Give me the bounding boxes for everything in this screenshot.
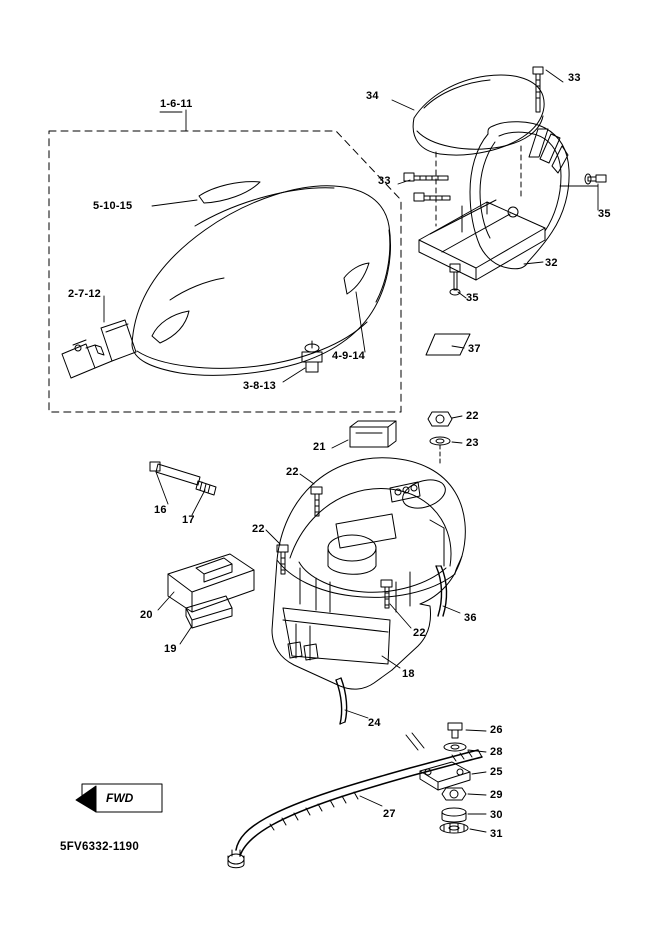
- callout-label-31: 31: [490, 828, 503, 840]
- callout-label-35-right: 35: [598, 208, 611, 220]
- callout-label-32: 32: [545, 257, 558, 269]
- plate-part-37: [426, 334, 470, 355]
- callout-label-29: 29: [490, 789, 503, 801]
- passenger-seat-part-34: [413, 75, 544, 155]
- washer-part-28: [444, 743, 466, 751]
- nut-part-31: [440, 823, 468, 833]
- callout-label-2-7-12: 2-7-12: [68, 288, 101, 300]
- bolt-part-35-left: [450, 264, 460, 295]
- fwd-label: FWD: [106, 791, 134, 805]
- callout-label-22-a: 22: [286, 466, 299, 478]
- box-part-21: [350, 421, 396, 447]
- callout-label-33-upper: 33: [568, 72, 581, 84]
- cable-length-marker: [406, 733, 424, 750]
- nut-part-22-top: [428, 412, 452, 426]
- callout-label-33-mid: 33: [378, 175, 391, 187]
- bolt-part-33-upper: [533, 67, 543, 112]
- callout-label-25: 25: [490, 766, 503, 778]
- callout-label-19: 19: [164, 643, 177, 655]
- callout-label-22-top: 22: [466, 410, 479, 422]
- callout-label-20: 20: [140, 609, 153, 621]
- callout-label-35-left: 35: [466, 292, 479, 304]
- callout-label-22-c: 22: [413, 627, 426, 639]
- callout-label-24: 24: [368, 717, 381, 729]
- bolt-part-16-17: [150, 462, 216, 495]
- bolt-part-26: [448, 723, 462, 738]
- seat-damper-part-3-8-13: [302, 341, 322, 372]
- callout-label-16: 16: [154, 504, 167, 516]
- washer-part-23: [430, 437, 450, 445]
- seat-assembly-dashed-boundary: [49, 131, 401, 412]
- callout-label-26: 26: [490, 724, 503, 736]
- callout-label-34: 34: [366, 90, 379, 102]
- seat-latch-part-2-7-12: [62, 320, 136, 378]
- callout-label-17: 17: [182, 514, 195, 526]
- diagram-part-number: 5FV6332-1190: [60, 841, 140, 853]
- callout-label-37: 37: [468, 343, 481, 355]
- rack-platform: [419, 202, 545, 268]
- callout-label-30: 30: [490, 809, 503, 821]
- callout-label-28: 28: [490, 746, 503, 758]
- callout-label-3-8-13: 3-8-13: [243, 380, 276, 392]
- callout-label-4-9-14: 4-9-14: [332, 350, 365, 362]
- leader-lines: [104, 70, 598, 832]
- bolt-part-33-mid: [404, 173, 450, 201]
- callout-label-1-6-11: 1-6-11: [160, 98, 193, 110]
- callout-label-36: 36: [464, 612, 477, 624]
- seat-lock-cable-part-27: [228, 750, 482, 868]
- callout-label-18: 18: [402, 668, 415, 680]
- spacer-part-30: [442, 808, 466, 822]
- callout-label-5-10-15: 5-10-15: [93, 200, 133, 212]
- seat-part: [132, 182, 390, 376]
- callout-label-22-b: 22: [252, 523, 265, 535]
- seat-rear-strap-part-4-9-14: [344, 263, 369, 294]
- seat-front-strap-part-5-10-15: [199, 182, 260, 203]
- callout-label-21: 21: [313, 441, 326, 453]
- callout-label-27: 27: [383, 808, 396, 820]
- callout-label-23: 23: [466, 437, 479, 449]
- bolt-part-35-right: [585, 174, 606, 184]
- tool-tray-part-20: [168, 554, 254, 612]
- storage-box-part-18: [272, 458, 465, 689]
- nut-part-29: [442, 788, 466, 800]
